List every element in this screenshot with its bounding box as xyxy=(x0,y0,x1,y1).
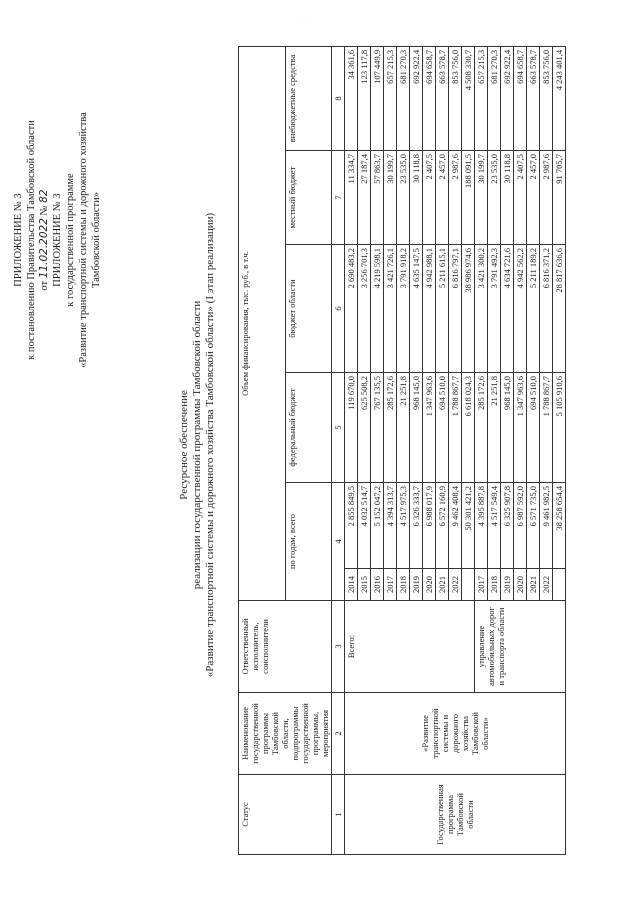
total-cell: 6 325 907,8 xyxy=(501,483,514,569)
appendix-program-name-2: Тамбовской области» xyxy=(91,191,102,289)
local-cell: 11 334,7 xyxy=(345,151,358,245)
col-number: 3 xyxy=(332,601,345,693)
header-federal: федеральный бюджет xyxy=(285,373,332,483)
header-regional: бюджет области xyxy=(285,245,332,373)
federal-cell: 968 145,0 xyxy=(410,373,423,483)
federal-cell: 1 347 963,6 xyxy=(423,373,436,483)
extra-cell: 681 270,3 xyxy=(397,46,410,150)
sum-local-cell: 188 091,5 xyxy=(462,151,475,245)
extra-cell: 107 449,9 xyxy=(371,46,384,150)
local-cell: 30 199,7 xyxy=(475,151,488,245)
sum-extra-cell: 4 508 330,7 xyxy=(462,46,475,150)
col-number: 6 xyxy=(332,245,345,373)
sum-total-cell: 50 301 421,2 xyxy=(462,483,475,569)
extra-cell: 663 578,7 xyxy=(436,46,449,150)
sum-federal-cell: 5 105 910,6 xyxy=(553,373,566,483)
federal-cell: 694 510,0 xyxy=(436,373,449,483)
local-cell: 2 457,0 xyxy=(436,151,449,245)
appendix-program-name-1: «Развитие транспортной системы и дорожного хозяйства xyxy=(78,112,89,368)
total-cell: 6 326 333,7 xyxy=(410,483,423,569)
regional-cell: 4 635 147,5 xyxy=(410,245,423,373)
local-cell: 2 987,6 xyxy=(540,151,553,245)
local-cell: 2 987,6 xyxy=(449,151,462,245)
extra-cell: 692 922,4 xyxy=(410,46,423,150)
header-extra: внебюджетные средства xyxy=(285,46,332,150)
header-status: Статус xyxy=(239,775,332,855)
resource-table xyxy=(238,46,566,855)
appendix-program-line: к государственной программе xyxy=(65,173,76,307)
year-cell: 2022 xyxy=(449,569,462,601)
federal-cell: 285 172,6 xyxy=(475,373,488,483)
federal-cell: 1 788 867,7 xyxy=(540,373,553,483)
extra-cell: 657 215,3 xyxy=(475,46,488,150)
document-heading xyxy=(178,195,217,695)
sum-total-cell: 38 258 654,4 xyxy=(553,483,566,569)
table-body xyxy=(345,46,566,854)
regional-cell: 4 634 721,6 xyxy=(501,245,514,373)
year-cell: 2016 xyxy=(371,569,384,601)
regional-cell: 5 211 615,1 xyxy=(436,245,449,373)
appendix-title: ПРИЛОЖЕНИЕ № 3 xyxy=(13,193,24,287)
local-cell: 23 535,0 xyxy=(488,151,501,245)
decree-date: 11.02.2022 xyxy=(38,218,50,279)
federal-cell: 1 347 963,6 xyxy=(514,373,527,483)
header-by-year: по годам, всего xyxy=(285,483,332,601)
year-cell: 2021 xyxy=(527,569,540,601)
local-cell: 27 187,4 xyxy=(358,151,371,245)
regional-cell: 3 791 918,2 xyxy=(397,245,410,373)
status-cell: Государственная программа Тамбовской области xyxy=(345,775,566,855)
appendix-block xyxy=(12,75,103,405)
extra-cell: 853 756,0 xyxy=(449,46,462,150)
year-cell: 2021 xyxy=(436,569,449,601)
year-cell: 2019 xyxy=(501,569,514,601)
page-mark: · xyxy=(300,22,309,25)
heading-line-1: Ресурсное обеспечение xyxy=(178,390,190,500)
extra-cell: 694 658,7 xyxy=(423,46,436,150)
year-cell: 2019 xyxy=(410,569,423,601)
col-number: 7 xyxy=(332,151,345,245)
regional-cell: 5 211 189,2 xyxy=(527,245,540,373)
heading-line-2: реализации государственной программы Тамбовской области xyxy=(191,300,203,590)
regional-cell: 3 421 300,2 xyxy=(475,245,488,373)
header-name: Наименование государственной программы Тамбовской области, подпрограммы государственной программы, мероприятия xyxy=(239,693,332,775)
appendix-decree-line: к постановлению Правительства Тамбовской области xyxy=(26,120,37,360)
table-row xyxy=(345,46,358,854)
total-cell: 5 152 047,2 xyxy=(371,483,384,569)
col-number: 4 xyxy=(332,483,345,601)
sum-local-cell: 91 705,7 xyxy=(553,151,566,245)
year-cell: 2018 xyxy=(488,569,501,601)
federal-cell: 21 251,8 xyxy=(397,373,410,483)
total-cell: 6 988 017,9 xyxy=(423,483,436,569)
local-cell: 2 407,5 xyxy=(423,151,436,245)
federal-cell: 21 251,8 xyxy=(488,373,501,483)
total-cell: 6 572 160,9 xyxy=(436,483,449,569)
appendix-title-2: ПРИЛОЖЕНИЕ № 3 xyxy=(52,193,63,287)
total-cell: 2 855 849,5 xyxy=(345,483,358,569)
sum-regional-cell: 28 817 636,6 xyxy=(553,245,566,373)
total-cell: 4 517 975,3 xyxy=(397,483,410,569)
federal-cell: 968 145,0 xyxy=(501,373,514,483)
federal-cell: 767 135,5 xyxy=(371,373,384,483)
federal-cell: 119 670,0 xyxy=(345,373,358,483)
year-cell: 2015 xyxy=(358,569,371,601)
regional-cell: 4 942 988,1 xyxy=(423,245,436,373)
regional-cell: 2 690 483,2 xyxy=(345,245,358,373)
total-cell: 4 032 514,7 xyxy=(358,483,371,569)
year-cell: 2017 xyxy=(384,569,397,601)
regional-cell: 3 791 492,3 xyxy=(488,245,501,373)
extra-cell: 694 658,7 xyxy=(514,46,527,150)
extra-cell: 681 270,3 xyxy=(488,46,501,150)
col-number: 5 xyxy=(332,373,345,483)
sum-federal-cell: 6 618 024,3 xyxy=(462,373,475,483)
local-cell: 2 457,0 xyxy=(527,151,540,245)
appendix-date-line xyxy=(38,75,51,405)
extra-cell: 123 117,8 xyxy=(358,46,371,150)
program-name-cell: «Развитие транспортной системы и дорожного хозяйства Тамбовской области» xyxy=(345,693,566,775)
date-prefix: от xyxy=(39,280,50,291)
extra-cell: 853 756,0 xyxy=(540,46,553,150)
extra-cell: 663 578,7 xyxy=(527,46,540,150)
regional-cell: 3 256 701,3 xyxy=(358,245,371,373)
executor-total-cell: Всего: xyxy=(345,601,475,693)
total-cell: 4 394 313,7 xyxy=(384,483,397,569)
executor-cell: управление автомобильных дорог и транспорта области xyxy=(475,601,566,693)
federal-cell: 1 788 867,7 xyxy=(449,373,462,483)
regional-cell: 4 942 562,2 xyxy=(514,245,527,373)
year-cell: 2018 xyxy=(397,569,410,601)
local-cell: 57 863,7 xyxy=(371,151,384,245)
total-cell: 6 987 592,0 xyxy=(514,483,527,569)
regional-cell: 3 421 726,1 xyxy=(384,245,397,373)
year-cell-empty xyxy=(462,569,475,601)
sum-regional-cell: 38 986 974,6 xyxy=(462,245,475,373)
year-cell: 2020 xyxy=(514,569,527,601)
extra-cell: 34 361,6 xyxy=(345,46,358,150)
year-cell: 2014 xyxy=(345,569,358,601)
year-cell: 2020 xyxy=(423,569,436,601)
local-cell: 23 535,0 xyxy=(397,151,410,245)
header-volume: Объем финансирования, тыс. руб., в т.ч. xyxy=(239,46,286,600)
local-cell: 30 118,8 xyxy=(410,151,423,245)
total-cell: 4 517 549,4 xyxy=(488,483,501,569)
federal-cell: 694 510,0 xyxy=(527,373,540,483)
year-cell: 2022 xyxy=(540,569,553,601)
federal-cell: 285 172,6 xyxy=(384,373,397,483)
local-cell: 30 118,8 xyxy=(501,151,514,245)
regional-cell: 6 816 371,2 xyxy=(540,245,553,373)
total-cell: 9 462 408,4 xyxy=(449,483,462,569)
col-number: 8 xyxy=(332,46,345,150)
total-cell: 9 461 982,5 xyxy=(540,483,553,569)
header-executor: Ответственный исполнитель, соисполнители xyxy=(239,601,332,693)
col-number: 2 xyxy=(332,693,345,775)
year-cell-empty xyxy=(553,569,566,601)
number-prefix: № xyxy=(39,205,50,216)
regional-cell: 6 816 797,1 xyxy=(449,245,462,373)
col-number: 1 xyxy=(332,775,345,855)
total-cell: 6 571 735,0 xyxy=(527,483,540,569)
year-cell: 2017 xyxy=(475,569,488,601)
header-local: местный бюджет xyxy=(285,151,332,245)
extra-cell: 692 922,4 xyxy=(501,46,514,150)
extra-cell: 657 215,3 xyxy=(384,46,397,150)
column-number-row xyxy=(332,46,345,854)
heading-line-3: «Развитие транспортной системы и дорожного хозяйства Тамбовской области» (I этап реализации) xyxy=(204,212,216,678)
header-row-1 xyxy=(239,46,286,854)
federal-cell: 625 508,2 xyxy=(358,373,371,483)
total-cell: 4 395 887,8 xyxy=(475,483,488,569)
regional-cell: 4 219 598,1 xyxy=(371,245,384,373)
local-cell: 30 199,7 xyxy=(384,151,397,245)
decree-number: 82 xyxy=(38,189,50,203)
local-cell: 2 407,5 xyxy=(514,151,527,245)
sum-extra-cell: 4 243 401,4 xyxy=(553,46,566,150)
